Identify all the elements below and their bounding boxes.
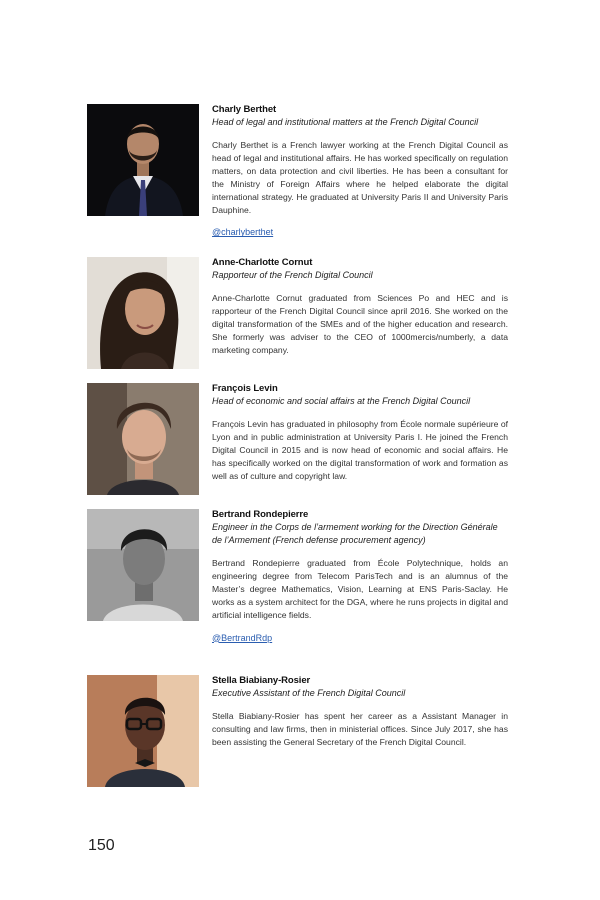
- twitter-handle-link[interactable]: @BertrandRdp: [212, 632, 273, 643]
- portrait-photo: [87, 675, 199, 787]
- person-role: Engineer in the Corps de l’armement working for the Direction Générale de l’Armement (French defense procurement agency): [212, 522, 498, 545]
- person-description: Bertrand Rondepierre graduated from École Polytechnique, holds an engineering degree from Telecom ParisTech and is an alumnus of the Master’s degree Mathematics, Vision, Learning at ENS Paris-Saclay. He works as a system architect for the DGA, where he runs projects in digital and artificial intelligence fields.: [212, 558, 508, 620]
- bio-text: [212, 509, 508, 646]
- person-name: Anne-Charlotte Cornut: [212, 257, 313, 268]
- bio-text: [212, 257, 508, 357]
- portrait-anne-charlotte-cornut: [87, 257, 199, 369]
- portrait-photo: [87, 257, 199, 369]
- twitter-handle-link[interactable]: @charlyberthet: [212, 227, 274, 238]
- person-role: Head of legal and institutional matters at the French Digital Council: [212, 117, 479, 127]
- bio-text: [212, 104, 508, 240]
- person-description: Stella Biabiany-Rosier has spent her career as a Assistant Manager in consulting and law firms, then in ministerial offices. Since July 2017, she has been assisting the General Secretary of the French Digital Council.: [212, 711, 508, 747]
- person-description: Anne-Charlotte Cornut graduated from Sciences Po and HEC and is rapporteur of the French Digital Council since april 2016. She worked on the digital transformation of the SMEs and of the higher education and research. She formerly was adviser to the CEO of 1000mercis/numberly, a data marketing company.: [212, 293, 508, 355]
- person-name: François Levin: [212, 383, 278, 394]
- portrait-photo: [87, 383, 199, 495]
- page-number: 150: [88, 837, 115, 854]
- person-name: Stella Biabiany-Rosier: [212, 675, 311, 686]
- person-role: Head of economic and social affairs at the French Digital Council: [212, 396, 471, 406]
- person-role: Executive Assistant of the French Digital Council: [212, 688, 406, 698]
- portrait-francois-levin: [87, 383, 199, 495]
- bio-text: [212, 675, 508, 749]
- portrait-photo: [87, 104, 199, 216]
- portrait-charly-berthet: [87, 104, 199, 216]
- portrait-stella-biabiany-rosier: [87, 675, 199, 787]
- person-description: Charly Berthet is a French lawyer working at the French Digital Council as head of legal and institutional affairs. He has worked specifically on regulation matters, on data protection and civil liberties. He has been a consultant for the Ministry of Foreign Affairs where he helped elaborate the digital international strategy. He graduated at University Paris II and University Paris Dauphine.: [212, 140, 508, 215]
- person-description: François Levin has graduated in philosophy from École normale supérieure of Lyon and in public administration at University Paris I. He joined the French Digital Council in 2015 and is now head of economic and social affairs. He has specifically worked on the digital transformation of work and formation as well as of culture and copyright law.: [212, 419, 508, 481]
- portrait-photo: [87, 509, 199, 621]
- person-name: Bertrand Rondepierre: [212, 509, 309, 520]
- person-role: Rapporteur of the French Digital Council: [212, 270, 373, 280]
- bio-text: [212, 383, 508, 483]
- portrait-bertrand-rondepierre: [87, 509, 199, 621]
- person-name: Charly Berthet: [212, 104, 277, 115]
